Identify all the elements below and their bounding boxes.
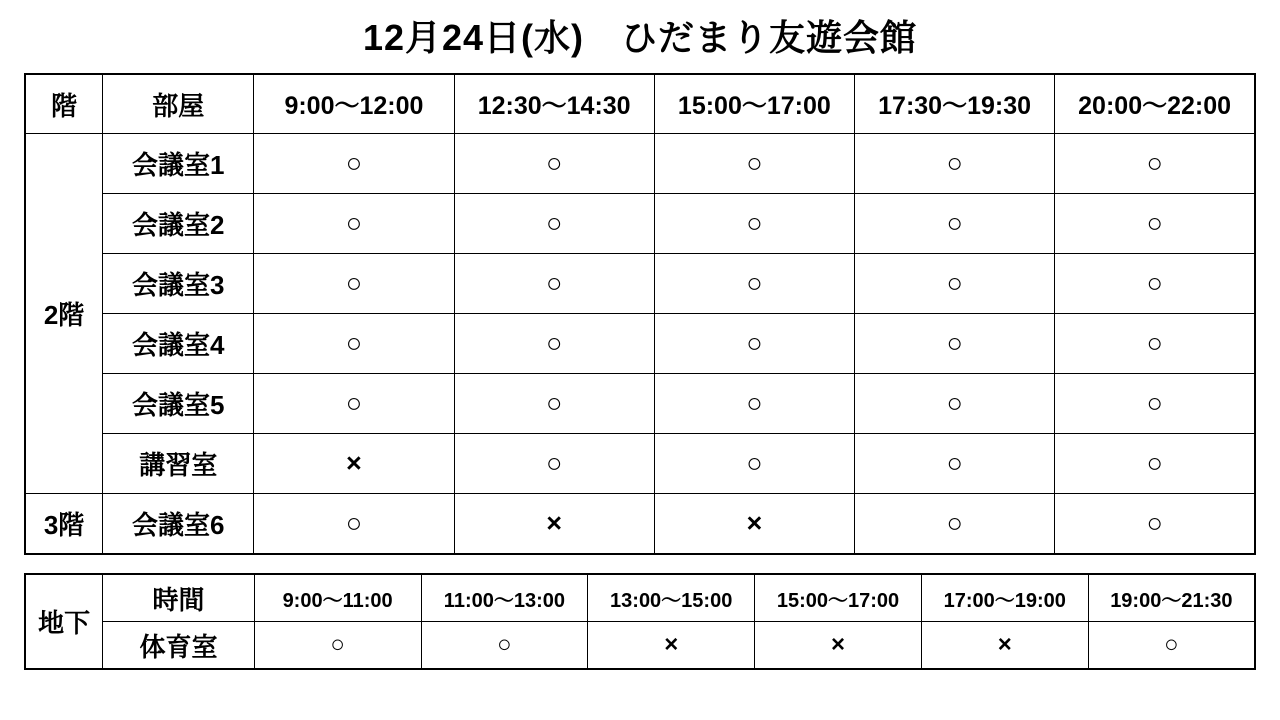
table-row: [25, 254, 1255, 314]
table-row: [25, 194, 1255, 254]
availability-cell[interactable]: ×: [921, 622, 1088, 670]
availability-cell[interactable]: ○: [854, 134, 1054, 194]
table-row: [25, 494, 1255, 555]
floor-availability-table: [24, 73, 1256, 555]
availability-cell[interactable]: ○: [454, 134, 654, 194]
availability-cell[interactable]: ○: [454, 374, 654, 434]
column-header-floor: 階: [25, 74, 103, 134]
table-row: [25, 314, 1255, 374]
availability-cell[interactable]: ○: [454, 254, 654, 314]
availability-cell[interactable]: ○: [854, 194, 1054, 254]
availability-cell[interactable]: ○: [1055, 374, 1255, 434]
availability-cell[interactable]: ○: [654, 374, 854, 434]
availability-cell[interactable]: ○: [254, 622, 421, 670]
room-label: 会議室4: [103, 314, 254, 374]
availability-cell[interactable]: ○: [854, 254, 1054, 314]
availability-cell[interactable]: ×: [454, 494, 654, 555]
floor-label-basement: 地下: [25, 574, 103, 669]
table-header-row: [25, 74, 1255, 134]
room-label: 講習室: [103, 434, 254, 494]
room-label: 会議室5: [103, 374, 254, 434]
availability-cell[interactable]: ○: [654, 434, 854, 494]
availability-cell[interactable]: ○: [854, 314, 1054, 374]
availability-cell[interactable]: ○: [854, 494, 1054, 555]
availability-cell[interactable]: ○: [1055, 434, 1255, 494]
availability-cell[interactable]: ○: [1055, 254, 1255, 314]
column-header-slot-5: 20:00〜22:00: [1055, 74, 1255, 134]
availability-cell[interactable]: ×: [588, 622, 755, 670]
column-header-slot-3: 15:00〜17:00: [654, 74, 854, 134]
availability-cell[interactable]: ○: [654, 194, 854, 254]
availability-cell[interactable]: ○: [1055, 314, 1255, 374]
room-label: 会議室6: [103, 494, 254, 555]
availability-cell[interactable]: ○: [454, 434, 654, 494]
table-header-row: [25, 574, 1255, 622]
availability-cell[interactable]: ○: [254, 494, 454, 555]
basement-availability-table: [24, 573, 1256, 670]
availability-cell[interactable]: ○: [654, 134, 854, 194]
availability-cell[interactable]: ○: [654, 314, 854, 374]
column-header-slot-1: 9:00〜11:00: [254, 574, 421, 622]
availability-cell[interactable]: ○: [654, 254, 854, 314]
column-header-slot-2: 11:00〜13:00: [421, 574, 588, 622]
availability-cell[interactable]: ○: [254, 314, 454, 374]
floor-label-3f: 3階: [25, 494, 103, 555]
availability-cell[interactable]: ○: [254, 194, 454, 254]
column-header-slot-4: 17:30〜19:30: [854, 74, 1054, 134]
availability-cell[interactable]: ○: [454, 314, 654, 374]
availability-cell[interactable]: ○: [1055, 494, 1255, 555]
room-label: 会議室1: [103, 134, 254, 194]
column-header-slot-3: 13:00〜15:00: [588, 574, 755, 622]
basement-section: [0, 573, 1280, 670]
table-row: [25, 134, 1255, 194]
availability-cell[interactable]: ○: [854, 374, 1054, 434]
column-header-slot-2: 12:30〜14:30: [454, 74, 654, 134]
availability-cell[interactable]: ○: [421, 622, 588, 670]
availability-cell[interactable]: ○: [1088, 622, 1255, 670]
column-header-room: 部屋: [103, 74, 254, 134]
availability-cell[interactable]: ×: [755, 622, 922, 670]
room-label: 会議室3: [103, 254, 254, 314]
room-label: 会議室2: [103, 194, 254, 254]
availability-cell[interactable]: ○: [854, 434, 1054, 494]
room-label: 体育室: [103, 622, 254, 670]
table-row: [25, 434, 1255, 494]
table-row: [25, 622, 1255, 670]
column-header-slot-5: 17:00〜19:00: [921, 574, 1088, 622]
availability-cell[interactable]: ×: [654, 494, 854, 555]
availability-cell[interactable]: ○: [254, 374, 454, 434]
column-header-slot-6: 19:00〜21:30: [1088, 574, 1255, 622]
column-header-slot-1: 9:00〜12:00: [254, 74, 454, 134]
floor-label-2f: 2階: [25, 134, 103, 494]
column-header-time: 時間: [103, 574, 254, 622]
availability-cell[interactable]: ○: [254, 134, 454, 194]
table-row: [25, 374, 1255, 434]
availability-cell[interactable]: ○: [454, 194, 654, 254]
availability-cell[interactable]: ○: [1055, 134, 1255, 194]
page-title: 12月24日(水) ひだまり友遊会館: [362, 17, 918, 58]
availability-cell[interactable]: ○: [254, 254, 454, 314]
column-header-slot-4: 15:00〜17:00: [755, 574, 922, 622]
availability-cell[interactable]: ×: [254, 434, 454, 494]
availability-cell[interactable]: ○: [1055, 194, 1255, 254]
